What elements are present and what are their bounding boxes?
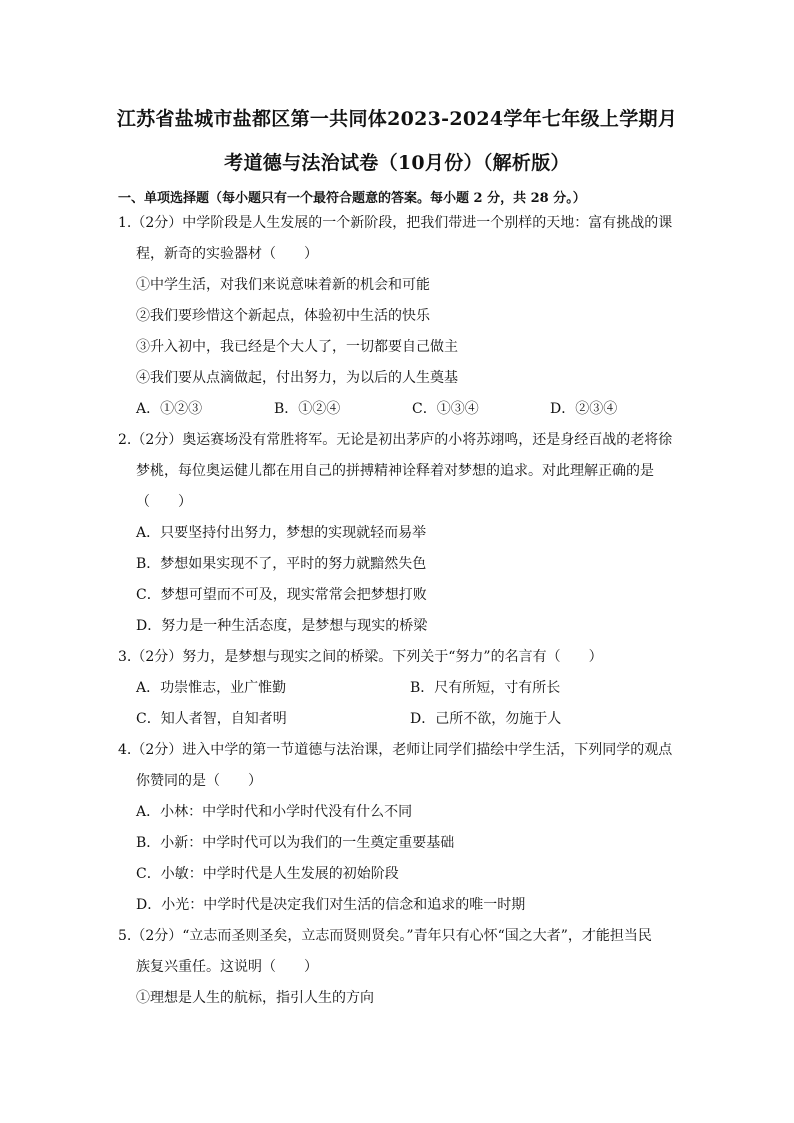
q5-statement-1: ①理想是人生的航标，指引人生的方向 bbox=[136, 990, 374, 1006]
q1-stem-line-1: 1.（2分）中学阶段是人生发展的一个新阶段，把我们带进一个别样的天地：富有挑战的课 bbox=[118, 215, 673, 231]
section-heading: 一、单项选择题（每小题只有一个最符合题意的答案。每小题 2 分，共 28 分。） bbox=[118, 191, 586, 206]
q5-stem-line-2: 族复兴重任。这说明（ ） bbox=[136, 959, 318, 975]
q3-option-b: B．尺有所短，寸有所长 bbox=[410, 680, 561, 696]
q3-stem-line-1: 3.（2分）努力，是梦想与现实之间的桥梁。下列关于“努力”的名言有（ ） bbox=[118, 649, 603, 665]
q1-stem-line-2: 程，新奇的实验器材（ ） bbox=[136, 246, 318, 262]
q4-option-c: C．小敏：中学时代是人生发展的初始阶段 bbox=[136, 866, 399, 882]
q5-stem-line-1: 5.（2分）“立志而圣则圣矣，立志而贤则贤矣。”青年只有心怀“国之大者”，才能担当民 bbox=[118, 928, 652, 944]
q4-stem-line-2: 你赞同的是（ ） bbox=[136, 773, 262, 789]
exam-title-line-2: 考道德与法治试卷（10月份）（解析版） bbox=[224, 152, 570, 174]
q1-statement-2: ②我们要珍惜这个新起点，体验初中生活的快乐 bbox=[136, 308, 430, 324]
q1-option-b: B．①②④ bbox=[274, 401, 341, 417]
q4-option-b: B．小新：中学时代可以为我们的一生奠定重要基础 bbox=[136, 835, 455, 851]
q4-stem-line-1: 4.（2分）进入中学的第一节道德与法治课，老师让同学们描绘中学生活，下列同学的观点 bbox=[118, 742, 673, 758]
q1-option-a: A．①②③ bbox=[136, 401, 203, 417]
q2-option-b: B．梦想如果实现不了，平时的努力就黯然失色 bbox=[136, 556, 427, 572]
q2-option-a: A．只要坚持付出努力，梦想的实现就轻而易举 bbox=[136, 525, 427, 541]
q1-statement-1: ①中学生活，对我们来说意味着新的机会和可能 bbox=[136, 277, 430, 293]
exam-title-line-1: 江苏省盐城市盐都区第一共同体2023-2024学年七年级上学期月 bbox=[116, 108, 678, 130]
q1-statement-3: ③升入初中，我已经是个大人了，一切都要自己做主 bbox=[136, 339, 458, 355]
q4-option-d: D．小光：中学时代是决定我们对生活的信念和追求的唯一时期 bbox=[136, 897, 526, 913]
q2-stem-line-3: （ ） bbox=[136, 494, 192, 510]
question-list bbox=[118, 208, 688, 1014]
q2-stem-line-2: 梦桃，每位奥运健儿都在用自己的拼搏精神诠释着对梦想的追求。对此理解正确的是 bbox=[136, 463, 654, 479]
q3-option-c: C．知人者智，自知者明 bbox=[136, 711, 287, 727]
q1-option-c: C．①③④ bbox=[412, 401, 479, 417]
q4-option-a: A．小林：中学时代和小学时代没有什么不同 bbox=[136, 804, 413, 820]
q3-option-a: A．功崇惟志，业广惟勤 bbox=[136, 680, 287, 696]
q1-options bbox=[118, 394, 688, 425]
q2-stem-line-1: 2.（2分）奥运赛场没有常胜将军。无论是初出茅庐的小将苏翊鸣，还是身经百战的老将徐 bbox=[118, 432, 673, 448]
q3-options-row-1 bbox=[118, 673, 688, 704]
q3-option-d: D．己所不欲，勿施于人 bbox=[410, 711, 562, 727]
q1-statement-4: ④我们要从点滴做起，付出努力，为以后的人生奠基 bbox=[136, 370, 458, 386]
q2-option-c: C．梦想可望而不可及，现实常常会把梦想打败 bbox=[136, 587, 427, 603]
q2-option-d: D．努力是一种生活态度，是梦想与现实的桥梁 bbox=[136, 618, 428, 634]
q3-options-row-2 bbox=[118, 704, 688, 735]
q1-option-d: D．②③④ bbox=[550, 401, 618, 417]
